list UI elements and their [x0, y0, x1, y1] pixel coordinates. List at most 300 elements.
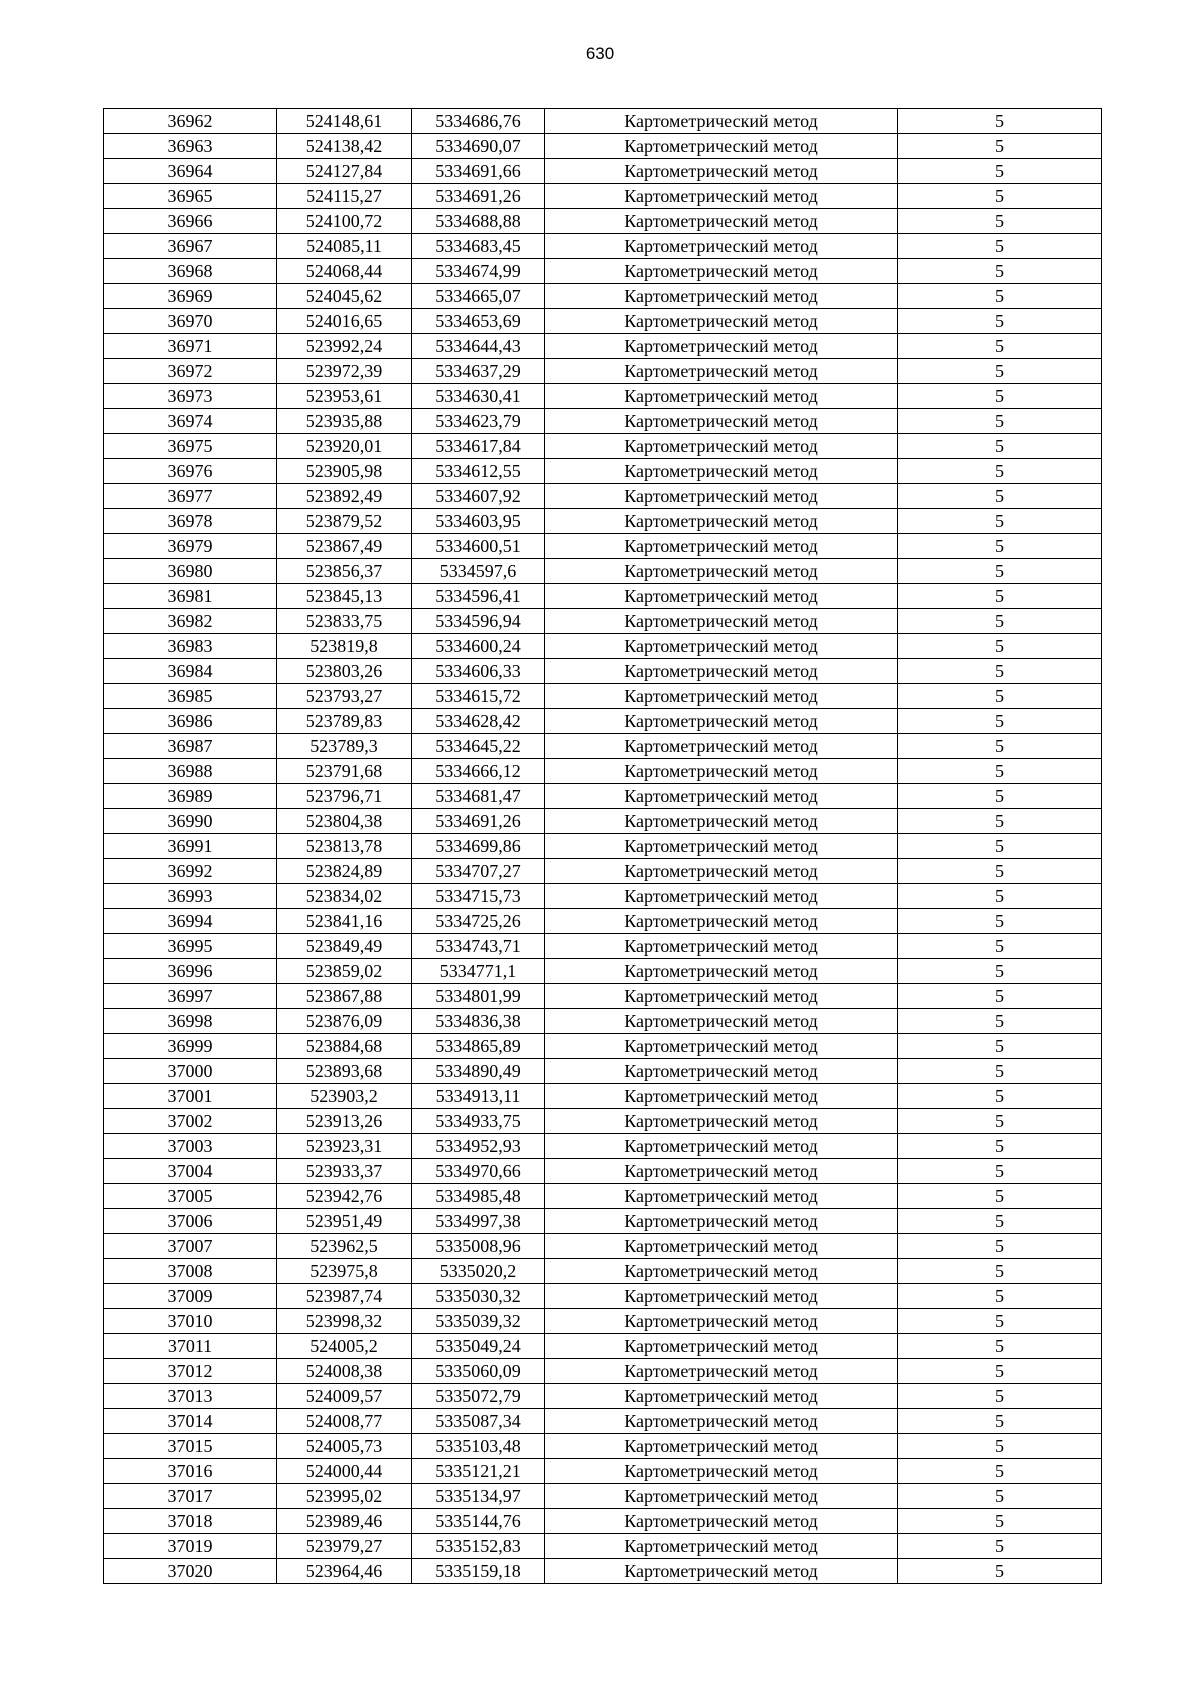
x-coordinate-cell: 524016,65 [277, 309, 412, 334]
point-number-cell: 36969 [104, 284, 277, 309]
method-cell: Картометрический метод [545, 659, 898, 684]
method-cell: Картометрический метод [545, 984, 898, 1009]
y-coordinate-cell: 5334637,29 [412, 359, 545, 384]
x-coordinate-cell: 523903,2 [277, 1084, 412, 1109]
point-number-cell: 36972 [104, 359, 277, 384]
x-coordinate-cell: 523979,27 [277, 1534, 412, 1559]
method-cell: Картометрический метод [545, 1509, 898, 1534]
x-coordinate-cell: 523867,49 [277, 534, 412, 559]
table-row [104, 1309, 1102, 1334]
point-number-cell: 36980 [104, 559, 277, 584]
accuracy-cell: 5 [898, 1334, 1102, 1359]
y-coordinate-cell: 5334607,92 [412, 484, 545, 509]
method-cell: Картометрический метод [545, 1534, 898, 1559]
x-coordinate-cell: 523933,37 [277, 1159, 412, 1184]
x-coordinate-cell: 523859,02 [277, 959, 412, 984]
accuracy-cell: 5 [898, 509, 1102, 534]
table-row [104, 1284, 1102, 1309]
accuracy-cell: 5 [898, 1534, 1102, 1559]
table-row [104, 1434, 1102, 1459]
x-coordinate-cell: 523884,68 [277, 1034, 412, 1059]
method-cell: Картометрический метод [545, 484, 898, 509]
point-number-cell: 36975 [104, 434, 277, 459]
x-coordinate-cell: 523879,52 [277, 509, 412, 534]
coordinates-table [103, 108, 1102, 1584]
accuracy-cell: 5 [898, 884, 1102, 909]
point-number-cell: 37017 [104, 1484, 277, 1509]
table-row [104, 409, 1102, 434]
accuracy-cell: 5 [898, 484, 1102, 509]
point-number-cell: 37011 [104, 1334, 277, 1359]
accuracy-cell: 5 [898, 634, 1102, 659]
y-coordinate-cell: 5335049,24 [412, 1334, 545, 1359]
y-coordinate-cell: 5334644,43 [412, 334, 545, 359]
y-coordinate-cell: 5335020,2 [412, 1259, 545, 1284]
x-coordinate-cell: 523876,09 [277, 1009, 412, 1034]
point-number-cell: 36965 [104, 184, 277, 209]
accuracy-cell: 5 [898, 734, 1102, 759]
y-coordinate-cell: 5334603,95 [412, 509, 545, 534]
accuracy-cell: 5 [898, 309, 1102, 334]
y-coordinate-cell: 5334674,99 [412, 259, 545, 284]
method-cell: Картометрический метод [545, 959, 898, 984]
method-cell: Картометрический метод [545, 209, 898, 234]
y-coordinate-cell: 5334628,42 [412, 709, 545, 734]
table-row [104, 159, 1102, 184]
method-cell: Картометрический метод [545, 734, 898, 759]
y-coordinate-cell: 5335087,34 [412, 1409, 545, 1434]
point-number-cell: 36987 [104, 734, 277, 759]
accuracy-cell: 5 [898, 809, 1102, 834]
table-row [104, 1409, 1102, 1434]
table-row [104, 1384, 1102, 1409]
x-coordinate-cell: 523987,74 [277, 1284, 412, 1309]
method-cell: Картометрический метод [545, 1459, 898, 1484]
accuracy-cell: 5 [898, 759, 1102, 784]
method-cell: Картометрический метод [545, 1109, 898, 1134]
method-cell: Картометрический метод [545, 509, 898, 534]
method-cell: Картометрический метод [545, 434, 898, 459]
accuracy-cell: 5 [898, 1234, 1102, 1259]
x-coordinate-cell: 523989,46 [277, 1509, 412, 1534]
accuracy-cell: 5 [898, 834, 1102, 859]
table-row [104, 709, 1102, 734]
x-coordinate-cell: 524148,61 [277, 109, 412, 134]
y-coordinate-cell: 5334653,69 [412, 309, 545, 334]
method-cell: Картометрический метод [545, 934, 898, 959]
table-row [104, 134, 1102, 159]
y-coordinate-cell: 5334725,26 [412, 909, 545, 934]
method-cell: Картометрический метод [545, 1434, 898, 1459]
y-coordinate-cell: 5334743,71 [412, 934, 545, 959]
point-number-cell: 36979 [104, 534, 277, 559]
x-coordinate-cell: 523789,3 [277, 734, 412, 759]
method-cell: Картометрический метод [545, 634, 898, 659]
x-coordinate-cell: 523789,83 [277, 709, 412, 734]
point-number-cell: 36994 [104, 909, 277, 934]
point-number-cell: 37006 [104, 1209, 277, 1234]
table-row [104, 384, 1102, 409]
method-cell: Картометрический метод [545, 1134, 898, 1159]
point-number-cell: 37005 [104, 1184, 277, 1209]
table-row [104, 284, 1102, 309]
point-number-cell: 37007 [104, 1234, 277, 1259]
x-coordinate-cell: 523892,49 [277, 484, 412, 509]
y-coordinate-cell: 5334933,75 [412, 1109, 545, 1134]
y-coordinate-cell: 5334771,1 [412, 959, 545, 984]
table-row [104, 434, 1102, 459]
table-row [104, 184, 1102, 209]
method-cell: Картометрический метод [545, 109, 898, 134]
method-cell: Картометрический метод [545, 384, 898, 409]
accuracy-cell: 5 [898, 609, 1102, 634]
y-coordinate-cell: 5334666,12 [412, 759, 545, 784]
accuracy-cell: 5 [898, 1359, 1102, 1384]
point-number-cell: 37001 [104, 1084, 277, 1109]
y-coordinate-cell: 5334617,84 [412, 434, 545, 459]
point-number-cell: 36984 [104, 659, 277, 684]
x-coordinate-cell: 523849,49 [277, 934, 412, 959]
table-row [104, 359, 1102, 384]
table-row [104, 634, 1102, 659]
x-coordinate-cell: 523841,16 [277, 909, 412, 934]
y-coordinate-cell: 5335144,76 [412, 1509, 545, 1534]
method-cell: Картометрический метод [545, 709, 898, 734]
x-coordinate-cell: 523796,71 [277, 784, 412, 809]
accuracy-cell: 5 [898, 959, 1102, 984]
point-number-cell: 37012 [104, 1359, 277, 1384]
table-row [104, 1134, 1102, 1159]
accuracy-cell: 5 [898, 384, 1102, 409]
x-coordinate-cell: 523962,5 [277, 1234, 412, 1259]
x-coordinate-cell: 524127,84 [277, 159, 412, 184]
x-coordinate-cell: 523995,02 [277, 1484, 412, 1509]
accuracy-cell: 5 [898, 259, 1102, 284]
x-coordinate-cell: 523992,24 [277, 334, 412, 359]
y-coordinate-cell: 5335039,32 [412, 1309, 545, 1334]
table-row [104, 109, 1102, 134]
method-cell: Картометрический метод [545, 759, 898, 784]
accuracy-cell: 5 [898, 1309, 1102, 1334]
x-coordinate-cell: 523893,68 [277, 1059, 412, 1084]
y-coordinate-cell: 5334606,33 [412, 659, 545, 684]
point-number-cell: 36989 [104, 784, 277, 809]
table-row [104, 759, 1102, 784]
x-coordinate-cell: 523923,31 [277, 1134, 412, 1159]
method-cell: Картометрический метод [545, 1034, 898, 1059]
x-coordinate-cell: 523813,78 [277, 834, 412, 859]
table-row [104, 584, 1102, 609]
method-cell: Картометрический метод [545, 1084, 898, 1109]
accuracy-cell: 5 [898, 1284, 1102, 1309]
accuracy-cell: 5 [898, 859, 1102, 884]
table-row [104, 484, 1102, 509]
y-coordinate-cell: 5334970,66 [412, 1159, 545, 1184]
x-coordinate-cell: 523920,01 [277, 434, 412, 459]
y-coordinate-cell: 5334952,93 [412, 1134, 545, 1159]
point-number-cell: 36993 [104, 884, 277, 909]
accuracy-cell: 5 [898, 709, 1102, 734]
point-number-cell: 37019 [104, 1534, 277, 1559]
table-row [104, 1209, 1102, 1234]
table-row [104, 534, 1102, 559]
x-coordinate-cell: 524115,27 [277, 184, 412, 209]
table-row [104, 959, 1102, 984]
method-cell: Картометрический метод [545, 1334, 898, 1359]
method-cell: Картометрический метод [545, 1259, 898, 1284]
table-row [104, 309, 1102, 334]
table-row [104, 459, 1102, 484]
accuracy-cell: 5 [898, 1109, 1102, 1134]
point-number-cell: 36997 [104, 984, 277, 1009]
table-row [104, 784, 1102, 809]
point-number-cell: 36970 [104, 309, 277, 334]
x-coordinate-cell: 523975,8 [277, 1259, 412, 1284]
accuracy-cell: 5 [898, 1409, 1102, 1434]
y-coordinate-cell: 5335159,18 [412, 1559, 545, 1584]
y-coordinate-cell: 5334691,26 [412, 809, 545, 834]
y-coordinate-cell: 5334691,66 [412, 159, 545, 184]
point-number-cell: 36966 [104, 209, 277, 234]
table-row [104, 1234, 1102, 1259]
method-cell: Картометрический метод [545, 1409, 898, 1434]
point-number-cell: 36983 [104, 634, 277, 659]
y-coordinate-cell: 5334913,11 [412, 1084, 545, 1109]
accuracy-cell: 5 [898, 1159, 1102, 1184]
accuracy-cell: 5 [898, 684, 1102, 709]
y-coordinate-cell: 5334691,26 [412, 184, 545, 209]
y-coordinate-cell: 5334686,76 [412, 109, 545, 134]
y-coordinate-cell: 5334801,99 [412, 984, 545, 1009]
y-coordinate-cell: 5334600,24 [412, 634, 545, 659]
table-row [104, 834, 1102, 859]
x-coordinate-cell: 523913,26 [277, 1109, 412, 1134]
method-cell: Картометрический метод [545, 359, 898, 384]
point-number-cell: 36976 [104, 459, 277, 484]
y-coordinate-cell: 5334597,6 [412, 559, 545, 584]
accuracy-cell: 5 [898, 234, 1102, 259]
accuracy-cell: 5 [898, 409, 1102, 434]
method-cell: Картометрический метод [545, 809, 898, 834]
accuracy-cell: 5 [898, 159, 1102, 184]
point-number-cell: 37018 [104, 1509, 277, 1534]
method-cell: Картометрический метод [545, 559, 898, 584]
table-row [104, 859, 1102, 884]
accuracy-cell: 5 [898, 1134, 1102, 1159]
table-row [104, 259, 1102, 284]
x-coordinate-cell: 523834,02 [277, 884, 412, 909]
table-row [104, 1334, 1102, 1359]
method-cell: Картометрический метод [545, 1059, 898, 1084]
accuracy-cell: 5 [898, 909, 1102, 934]
accuracy-cell: 5 [898, 1059, 1102, 1084]
point-number-cell: 36977 [104, 484, 277, 509]
method-cell: Картометрический метод [545, 1384, 898, 1409]
x-coordinate-cell: 524008,77 [277, 1409, 412, 1434]
x-coordinate-cell: 523833,75 [277, 609, 412, 634]
y-coordinate-cell: 5334596,94 [412, 609, 545, 634]
method-cell: Картометрический метод [545, 609, 898, 634]
x-coordinate-cell: 524085,11 [277, 234, 412, 259]
y-coordinate-cell: 5335008,96 [412, 1234, 545, 1259]
table-row [104, 509, 1102, 534]
method-cell: Картометрический метод [545, 909, 898, 934]
accuracy-cell: 5 [898, 284, 1102, 309]
x-coordinate-cell: 524100,72 [277, 209, 412, 234]
method-cell: Картометрический метод [545, 884, 898, 909]
table-row [104, 884, 1102, 909]
y-coordinate-cell: 5335072,79 [412, 1384, 545, 1409]
accuracy-cell: 5 [898, 934, 1102, 959]
x-coordinate-cell: 523804,38 [277, 809, 412, 834]
table-row [104, 609, 1102, 634]
y-coordinate-cell: 5334707,27 [412, 859, 545, 884]
y-coordinate-cell: 5334612,55 [412, 459, 545, 484]
method-cell: Картометрический метод [545, 584, 898, 609]
point-number-cell: 37009 [104, 1284, 277, 1309]
y-coordinate-cell: 5334681,47 [412, 784, 545, 809]
method-cell: Картометрический метод [545, 159, 898, 184]
table-row [104, 1259, 1102, 1284]
point-number-cell: 36988 [104, 759, 277, 784]
method-cell: Картометрический метод [545, 309, 898, 334]
point-number-cell: 36996 [104, 959, 277, 984]
x-coordinate-cell: 524068,44 [277, 259, 412, 284]
accuracy-cell: 5 [898, 1509, 1102, 1534]
table-row [104, 1484, 1102, 1509]
accuracy-cell: 5 [898, 359, 1102, 384]
x-coordinate-cell: 524000,44 [277, 1459, 412, 1484]
x-coordinate-cell: 523803,26 [277, 659, 412, 684]
point-number-cell: 36963 [104, 134, 277, 159]
accuracy-cell: 5 [898, 434, 1102, 459]
y-coordinate-cell: 5334997,38 [412, 1209, 545, 1234]
method-cell: Картометрический метод [545, 859, 898, 884]
point-number-cell: 37013 [104, 1384, 277, 1409]
accuracy-cell: 5 [898, 1209, 1102, 1234]
point-number-cell: 36991 [104, 834, 277, 859]
table-row [104, 734, 1102, 759]
accuracy-cell: 5 [898, 184, 1102, 209]
x-coordinate-cell: 524045,62 [277, 284, 412, 309]
method-cell: Картометрический метод [545, 784, 898, 809]
x-coordinate-cell: 524138,42 [277, 134, 412, 159]
method-cell: Картометрический метод [545, 1309, 898, 1334]
y-coordinate-cell: 5334596,41 [412, 584, 545, 609]
method-cell: Картометрический метод [545, 1234, 898, 1259]
accuracy-cell: 5 [898, 109, 1102, 134]
y-coordinate-cell: 5334645,22 [412, 734, 545, 759]
point-number-cell: 37002 [104, 1109, 277, 1134]
method-cell: Картометрический метод [545, 684, 898, 709]
point-number-cell: 36999 [104, 1034, 277, 1059]
accuracy-cell: 5 [898, 134, 1102, 159]
method-cell: Картометрический метод [545, 184, 898, 209]
point-number-cell: 36992 [104, 859, 277, 884]
method-cell: Картометрический метод [545, 1184, 898, 1209]
method-cell: Картометрический метод [545, 1009, 898, 1034]
accuracy-cell: 5 [898, 1384, 1102, 1409]
table-row [104, 1534, 1102, 1559]
y-coordinate-cell: 5335152,83 [412, 1534, 545, 1559]
table-row [104, 234, 1102, 259]
point-number-cell: 36968 [104, 259, 277, 284]
point-number-cell: 37003 [104, 1134, 277, 1159]
point-number-cell: 36973 [104, 384, 277, 409]
point-number-cell: 37016 [104, 1459, 277, 1484]
table-body [104, 109, 1102, 1584]
table-row [104, 1109, 1102, 1134]
x-coordinate-cell: 523905,98 [277, 459, 412, 484]
table-row [104, 1184, 1102, 1209]
point-number-cell: 36982 [104, 609, 277, 634]
table-row [104, 809, 1102, 834]
y-coordinate-cell: 5334690,07 [412, 134, 545, 159]
table-row [104, 559, 1102, 584]
x-coordinate-cell: 523824,89 [277, 859, 412, 884]
accuracy-cell: 5 [898, 984, 1102, 1009]
method-cell: Картометрический метод [545, 1484, 898, 1509]
accuracy-cell: 5 [898, 659, 1102, 684]
y-coordinate-cell: 5334623,79 [412, 409, 545, 434]
page-number: 630 [585, 44, 615, 63]
y-coordinate-cell: 5334665,07 [412, 284, 545, 309]
method-cell: Картометрический метод [545, 834, 898, 859]
y-coordinate-cell: 5334890,49 [412, 1059, 545, 1084]
method-cell: Картометрический метод [545, 459, 898, 484]
table-row [104, 934, 1102, 959]
point-number-cell: 37000 [104, 1059, 277, 1084]
x-coordinate-cell: 523935,88 [277, 409, 412, 434]
x-coordinate-cell: 523845,13 [277, 584, 412, 609]
table-row [104, 1059, 1102, 1084]
x-coordinate-cell: 523951,49 [277, 1209, 412, 1234]
method-cell: Картометрический метод [545, 1359, 898, 1384]
x-coordinate-cell: 523998,32 [277, 1309, 412, 1334]
accuracy-cell: 5 [898, 1184, 1102, 1209]
point-number-cell: 36974 [104, 409, 277, 434]
table-row [104, 1459, 1102, 1484]
accuracy-cell: 5 [898, 1034, 1102, 1059]
point-number-cell: 36971 [104, 334, 277, 359]
y-coordinate-cell: 5334615,72 [412, 684, 545, 709]
y-coordinate-cell: 5334985,48 [412, 1184, 545, 1209]
table-row [104, 209, 1102, 234]
accuracy-cell: 5 [898, 1259, 1102, 1284]
method-cell: Картометрический метод [545, 334, 898, 359]
y-coordinate-cell: 5334683,45 [412, 234, 545, 259]
x-coordinate-cell: 524009,57 [277, 1384, 412, 1409]
table-row [104, 1559, 1102, 1584]
x-coordinate-cell: 523953,61 [277, 384, 412, 409]
point-number-cell: 36985 [104, 684, 277, 709]
table-row [104, 334, 1102, 359]
accuracy-cell: 5 [898, 1084, 1102, 1109]
point-number-cell: 36967 [104, 234, 277, 259]
point-number-cell: 37008 [104, 1259, 277, 1284]
point-number-cell: 36995 [104, 934, 277, 959]
x-coordinate-cell: 523791,68 [277, 759, 412, 784]
point-number-cell: 36998 [104, 1009, 277, 1034]
table-row [104, 1084, 1102, 1109]
y-coordinate-cell: 5334715,73 [412, 884, 545, 909]
y-coordinate-cell: 5335103,48 [412, 1434, 545, 1459]
x-coordinate-cell: 523972,39 [277, 359, 412, 384]
accuracy-cell: 5 [898, 1559, 1102, 1584]
point-number-cell: 36962 [104, 109, 277, 134]
x-coordinate-cell: 524005,2 [277, 1334, 412, 1359]
accuracy-cell: 5 [898, 209, 1102, 234]
